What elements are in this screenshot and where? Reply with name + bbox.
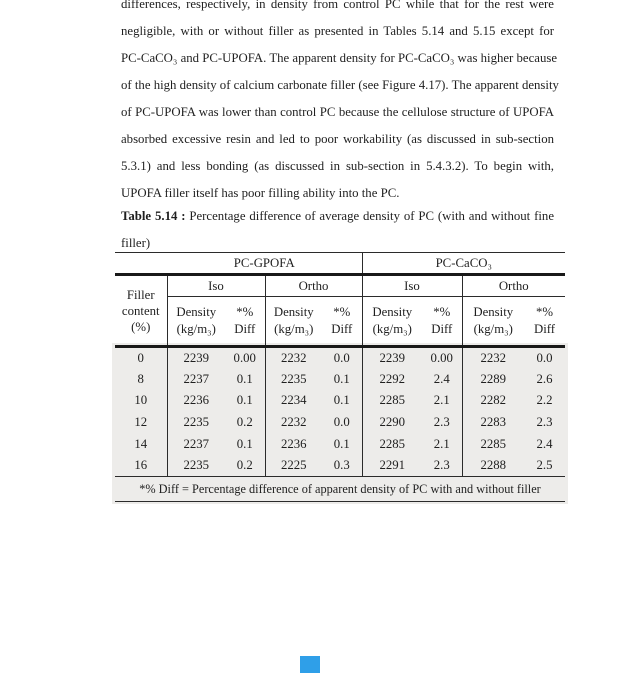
subheader-caco3-iso: Iso	[362, 275, 462, 297]
table-cell: 2291	[362, 455, 422, 477]
table-cell: 2.3	[433, 414, 450, 429]
table-cell: 2236	[265, 433, 322, 455]
table-cell: 0.1	[236, 393, 253, 408]
table-cell: 2285	[362, 433, 422, 455]
group-header-pc-caco3: PC-CaCO₃	[362, 253, 565, 275]
table-caption-line2: filler)	[121, 236, 151, 250]
col-header-density: Density (kg/m₃)	[265, 297, 322, 347]
table-caption-label: Table 5.14 :	[121, 209, 186, 223]
col-header-density: Density (kg/m₃)	[167, 297, 225, 347]
table-cell: 2237	[183, 436, 210, 451]
table-cell: 2225	[265, 455, 322, 477]
table-cell: 0.2	[225, 455, 265, 477]
table-cell: 2235	[183, 414, 210, 429]
group-header-pc-gpofa: PC-GPOFA	[167, 253, 362, 275]
table-cell: 2290	[362, 412, 422, 434]
table-cell: 14	[115, 433, 167, 455]
table-cell: 2.3	[422, 455, 462, 477]
table-cell: 2235	[265, 368, 322, 390]
table-caption-line1	[121, 203, 554, 230]
table-row	[115, 412, 565, 434]
table-cell: 2.6	[536, 371, 553, 386]
table-cell: 0.0	[333, 414, 350, 429]
table-cell: 2.3	[536, 414, 553, 429]
paragraph-line: of the high density of calcium carbonate filler (see Figure 4.17). The apparent density	[121, 78, 559, 92]
table-cell: 2237	[183, 371, 210, 386]
table-caption-text: Percentage difference of average density of PC (with and without fine	[189, 209, 554, 223]
table-cell: 2285	[362, 390, 422, 412]
filler-header-line: Filler	[126, 287, 155, 302]
corner-cell	[115, 253, 167, 275]
table-cell: 12	[115, 412, 167, 434]
column-header-row	[115, 297, 565, 347]
table-cell: 2.5	[524, 455, 565, 477]
paragraph-line: PC-CaCO₃ and PC-UPOFA. The apparent density for PC-CaCO₃ was higher because	[121, 51, 558, 65]
table-footnote: *% Diff = Percentage difference of apparent density of PC with and without filler	[115, 477, 565, 502]
subheader-caco3-ortho: Ortho	[462, 275, 565, 297]
table-cell: 2.1	[433, 436, 450, 451]
table-cell: 2283	[462, 412, 524, 434]
table-cell: 2292	[362, 368, 422, 390]
table-cell: 0.1	[236, 436, 253, 451]
table-cell: 0.1	[236, 371, 253, 386]
paragraph-line: UPOFA filler itself has poor filling ability into the PC.	[121, 186, 400, 200]
table-cell: 0.0	[536, 350, 553, 365]
paragraph-line: negligible, with or without filler as presented in Tables 5.14 and 5.15 except for	[121, 24, 554, 38]
body-paragraph	[121, 0, 559, 207]
table-cell: 0.1	[333, 436, 350, 451]
col-header-diff: *% Diff	[322, 297, 362, 347]
table-cell: 2232	[265, 412, 322, 434]
table-row	[115, 347, 565, 369]
filler-content-header	[115, 275, 167, 347]
filler-header-line: (%)	[131, 319, 151, 334]
table-row	[115, 368, 565, 390]
table-cell: 0.00	[233, 350, 256, 365]
paragraph-line: 5.3.1) and less bonding (as discussed in sub-section in 5.4.3.2). To begin with,	[121, 159, 554, 173]
table-cell: 2232	[462, 347, 524, 369]
table-cell: 2235	[167, 455, 225, 477]
footnote-row	[115, 477, 565, 502]
table-cell: 0.00	[430, 350, 453, 365]
table-cell: 2232	[265, 347, 322, 369]
paragraph-line: absorbed excessive resin and led to poor workability (as discussed in sub-section	[121, 132, 554, 146]
group-header-row	[115, 253, 565, 275]
subheader-gpofa-iso: Iso	[167, 275, 265, 297]
filler-header-line: content	[121, 303, 160, 318]
subgroup-header-row	[115, 275, 565, 297]
table-cell: 0.3	[322, 455, 362, 477]
table-caption	[121, 203, 554, 257]
table-cell: 0.1	[333, 371, 350, 386]
table-cell: 2.4	[536, 436, 553, 451]
table-row	[115, 455, 565, 477]
col-header-density: Density (kg/m₃)	[362, 297, 422, 347]
col-header-diff: *% Diff	[422, 297, 462, 347]
table-row	[115, 433, 565, 455]
paragraph-line: differences, respectively, in density from control PC while that for the rest were	[121, 0, 554, 11]
table-cell: 8	[115, 368, 167, 390]
density-table	[115, 252, 565, 502]
col-header-density: Density (kg/m₃)	[462, 297, 524, 347]
table-cell: 10	[115, 390, 167, 412]
table-cell: 16	[115, 455, 167, 477]
col-header-diff: *% Diff	[524, 297, 565, 347]
table-cell: 0	[115, 347, 167, 369]
table-cell: 2.1	[433, 393, 450, 408]
table-cell: 2.2	[536, 393, 553, 408]
table-cell: 2285	[462, 433, 524, 455]
col-header-diff: *% Diff	[225, 297, 265, 347]
table-cell: 2288	[462, 455, 524, 477]
table-row	[115, 390, 565, 412]
table-cell: 2239	[183, 350, 210, 365]
table-cell: 0.1	[333, 393, 350, 408]
table-cell: 2234	[265, 390, 322, 412]
table-cell: 2239	[362, 347, 422, 369]
blue-square-artifact	[300, 656, 320, 673]
table-cell: 2282	[462, 390, 524, 412]
paragraph-line: of PC-UPOFA was lower than control PC because the cellulose structure of UPOFA	[121, 105, 554, 119]
table-cell: 2236	[183, 393, 210, 408]
table-cell: 2.4	[433, 371, 450, 386]
table-cell: 0.0	[333, 350, 350, 365]
table-cell: 0.2	[236, 414, 253, 429]
subheader-gpofa-ortho: Ortho	[265, 275, 362, 297]
table-cell: 2289	[462, 368, 524, 390]
